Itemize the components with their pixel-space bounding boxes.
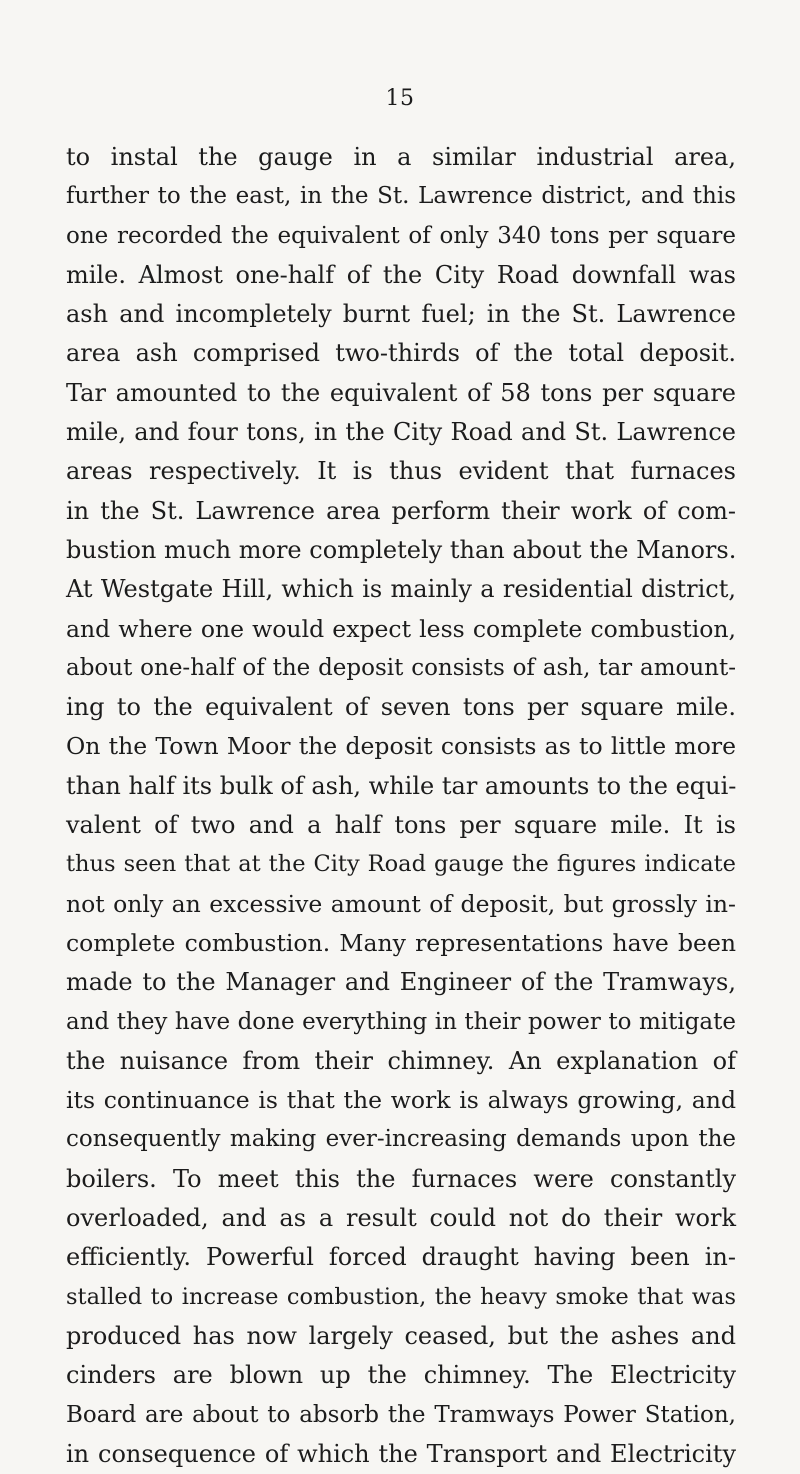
text-line: not only an excessive amount of deposit, but grossly in- [66, 889, 736, 918]
text-line: one recorded the equivalent of only 340 tons per square [66, 222, 736, 249]
text-line: to instal the gauge in a similar industrial area, [66, 143, 736, 171]
text-line: area ash comprised two-thirds of the total deposit. [66, 339, 736, 368]
text-line: areas respectively. It is thus evident that furnaces [66, 457, 736, 486]
text-line: valent of two and a half tons per square mile. It is [66, 811, 736, 840]
text-line: further to the east, in the St. Lawrence district, and this [66, 183, 736, 210]
page-number: 15 [385, 86, 415, 111]
text-line: consequently making ever-increasing demands upon the [66, 1126, 736, 1153]
text-line: about one-half of the deposit consists of ash, tar amount- [66, 654, 736, 681]
text-line: mile, and four tons, in the City Road and St. Lawrence [66, 418, 736, 447]
text-line: bustion much more completely than about the Manors. [66, 535, 737, 564]
text-line: complete combustion. Many representations have been [66, 928, 736, 957]
text-line: Tar amounted to the equivalent of 58 tons per square [66, 378, 736, 407]
text-line: produced has now largely ceased, but the ashes and [66, 1321, 736, 1350]
text-line: mile. Almost one-half of the City Road downfall was [66, 260, 736, 289]
text-line: the nuisance from their chimney. An explanation of [66, 1046, 736, 1075]
text-line: On the Town Moor the deposit consists as to little more [66, 732, 736, 761]
text-line: overloaded, and as a result could not do their work [66, 1204, 736, 1233]
text-line: Board are about to absorb the Tramways Power Station, [66, 1401, 736, 1428]
text-line: its continuance is that the work is always growing, and [66, 1086, 736, 1115]
text-line: in consequence of which the Transport and Electricity [66, 1439, 736, 1468]
text-line: efficiently. Powerful forced draught having been in- [66, 1243, 736, 1272]
body-text [66, 138, 736, 1474]
text-line: ing to the equivalent of seven tons per square mile. [66, 693, 736, 722]
text-line: and where one would expect less complete combustion, [66, 614, 736, 643]
text-line: than half its bulk of ash, while tar amounts to the equi- [66, 771, 737, 800]
text-line: cinders are blown up the chimney. The Electricity [66, 1361, 736, 1390]
text-line: thus seen that at the City Road gauge the figures indicate [66, 851, 736, 878]
text-line: boilers. To meet this the furnaces were constantly [66, 1164, 736, 1193]
text-line: in the St. Lawrence area perform their work of com- [66, 496, 736, 525]
text-line: At Westgate Hill, which is mainly a residential district, [66, 575, 736, 604]
text-line: and they have done everything in their power to mitigate [66, 1008, 736, 1035]
text-line: stalled to increase combustion, the heavy smoke that was [66, 1283, 736, 1310]
text-line: made to the Manager and Engineer of the Tramways, [66, 968, 736, 997]
text-line: ash and incompletely burnt fuel; in the St. Lawrence [66, 300, 736, 329]
